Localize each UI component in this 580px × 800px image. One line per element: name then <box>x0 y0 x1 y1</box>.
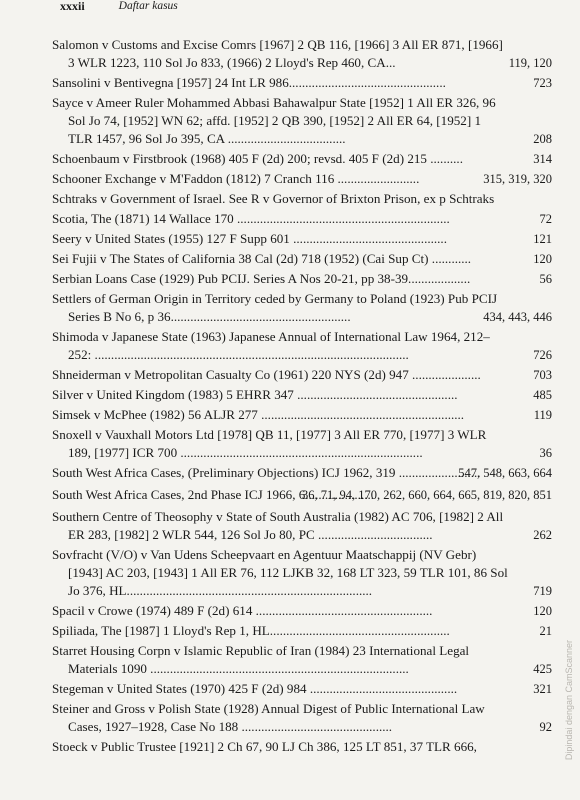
case-citation: Stoeck v Public Trustee [1921] 2 Ch 67, 90 LJ Ch 386, 125 LT 851, 37 TLR 666, <box>52 739 477 754</box>
case-entry <box>52 270 552 288</box>
case-citation: Sovfracht (V/O) v Van Udens Scheepvaart en Agentuur Maatschappij (NV Gebr) [1943] AC 203, [1943] 1 All ER 76, 112 LJKB 32, 168 LT 323, 59 TLR 101, 86 Sol Jo 376, HL........................................................................... <box>52 547 508 598</box>
case-entry <box>52 210 552 228</box>
page-references: 121 <box>533 232 552 246</box>
case-entry <box>52 464 552 482</box>
case-citation: Sayce v Ameer Ruler Mohammed Abbasi Bahawalpur State [1952] 1 All ER 326, 96 Sol Jo 74, [1952] WN 62; affd. [1952] 2 QB 390, [1952] 2 All ER 64, [1952] 1 TLR 1457, 96 Sol Jo 395, CA .................................... <box>52 95 496 146</box>
page-references: 262 <box>533 528 552 542</box>
case-citation: Starret Housing Corpn v Islamic Republic of Iran (1984) 23 International Legal Materials 1090 ............................................................................... <box>52 643 470 676</box>
page-references: 726 <box>533 348 552 362</box>
case-entry <box>52 738 552 756</box>
case-entry <box>52 150 552 168</box>
case-citation: Schtraks v Government of Israel. See R v Governor of Brixton Prison, ex p Schtraks <box>52 191 495 206</box>
case-citation: Silver v United Kingdom (1983) 5 EHRR 347 ................................................. <box>52 387 458 402</box>
case-entry <box>52 486 552 504</box>
case-citation: Spiliada, The [1987] 1 Lloyd's Rep 1, HL....................................................... <box>52 623 450 638</box>
case-citation: Schoenbaum v Firstbrook (1968) 405 F (2d) 200; revsd. 405 F (2d) 215 .......... <box>52 151 463 166</box>
case-entry <box>52 426 552 462</box>
case-entry <box>52 290 552 326</box>
case-entry <box>52 622 552 640</box>
page-references: 425 <box>533 662 552 676</box>
page-references: 120 <box>533 252 552 266</box>
page-references: 120 <box>533 604 552 618</box>
case-citation: Shimoda v Japanese State (1963) Japanese Annual of International Law 1964, 212–252: ................................................................................................ <box>52 329 490 362</box>
page-references: 119, 120 <box>508 56 552 70</box>
case-entry <box>52 94 552 148</box>
page-references: 119 <box>533 408 552 422</box>
case-citation: Spacil v Crowe (1974) 489 F (2d) 614 ...................................................... <box>52 603 433 618</box>
case-citation: Settlers of German Origin in Territory ceded by Germany to Poland (1923) Pub PCIJ Series B No 6, p 36....................................................... <box>52 291 498 324</box>
page-number: xxxii <box>60 0 85 13</box>
case-entry <box>52 250 552 268</box>
page-references: 92 <box>539 720 552 734</box>
page-references: 485 <box>533 388 552 402</box>
page-references: 56 <box>539 272 552 286</box>
case-entry <box>52 602 552 620</box>
page-references: 547, 548, 663, 664 <box>458 466 552 480</box>
page-references: 72 <box>539 212 552 226</box>
case-citation: Serbian Loans Case (1929) Pub PCIJ. Series A Nos 20-21, pp 38-39................... <box>52 271 471 286</box>
page-references: 36, 71, 94, 170, 262, 660, 664, 665, 819, 820, 851 <box>302 488 552 502</box>
case-citation: South West Africa Cases, 2nd Phase ICJ 1966, 6..................... <box>52 487 375 502</box>
running-title: Daftar kasus <box>118 0 178 12</box>
case-entry <box>52 366 552 384</box>
case-entry <box>52 700 552 736</box>
case-entry <box>52 642 552 678</box>
page-references: 434, 443, 446 <box>483 310 552 324</box>
page-references: 723 <box>533 76 552 90</box>
case-citation: Simsek v McPhee (1982) 56 ALJR 277 .............................................................. <box>52 407 465 422</box>
scanner-watermark: Dipindai dengan CamScanner <box>564 639 574 760</box>
case-entry <box>52 170 552 188</box>
case-citation: Scotia, The (1871) 14 Wallace 170 ................................................................. <box>52 211 450 226</box>
page-references: 703 <box>533 368 552 382</box>
page-references: 315, 319, 320 <box>483 172 552 186</box>
case-entry <box>52 508 552 544</box>
case-citation: Salomon v Customs and Excise Comrs [1967] 2 QB 116, [1966] 3 All ER 871, [1966] 3 WLR 1223, 110 Sol Jo 833, (1966) 2 Lloyd's Rep 460, CA... <box>52 37 503 70</box>
case-citation: Sansolini v Bentivegna [1957] 24 Int LR 986................................................ <box>52 75 446 90</box>
page-references: 719 <box>533 584 552 598</box>
case-citation: Steiner and Gross v Polish State (1928) Annual Digest of Public International Law Cases, 1927–1928, Case No 188 .............................................. <box>52 701 485 734</box>
case-entry <box>52 36 552 72</box>
case-entry <box>52 406 552 424</box>
running-header <box>60 0 540 16</box>
page-references: 208 <box>533 132 552 146</box>
case-citation: Seery v United States (1955) 127 F Supp 601 ............................................... <box>52 231 447 246</box>
table-of-cases <box>52 36 552 758</box>
case-citation: Stegeman v United States (1970) 425 F (2d) 984 ............................................. <box>52 681 458 696</box>
case-citation: Southern Centre of Theosophy v State of South Australia (1982) AC 706, [1982] 2 All ER 283, [1982] 2 WLR 544, 126 Sol Jo 80, PC ................................... <box>52 509 504 542</box>
case-citation: Snoxell v Vauxhall Motors Ltd [1978] QB 11, [1977] 3 All ER 770, [1977] 3 WLR 189, [1977] ICR 700 .......................................................................... <box>52 427 487 460</box>
case-entry <box>52 680 552 698</box>
case-entry <box>52 190 552 208</box>
page-references: 21 <box>539 624 552 638</box>
case-entry <box>52 74 552 92</box>
case-citation: Sei Fujii v The States of California 38 Cal (2d) 718 (1952) (Cai Sup Ct) ............ <box>52 251 472 266</box>
case-entry <box>52 386 552 404</box>
case-citation: Shneiderman v Metropolitan Casualty Co (1961) 220 NYS (2d) 947 ..................... <box>52 367 481 382</box>
case-entry <box>52 546 552 600</box>
case-entry <box>52 230 552 248</box>
page-references: 314 <box>533 152 552 166</box>
case-citation: South West Africa Cases, (Preliminary Objections) ICJ 1962, 319 ......................... <box>52 465 481 480</box>
case-citation: Schooner Exchange v M'Faddon (1812) 7 Cranch 116 ......................... <box>52 171 420 186</box>
page-references: 321 <box>533 682 552 696</box>
case-entry <box>52 328 552 364</box>
page-references: 36 <box>539 446 552 460</box>
